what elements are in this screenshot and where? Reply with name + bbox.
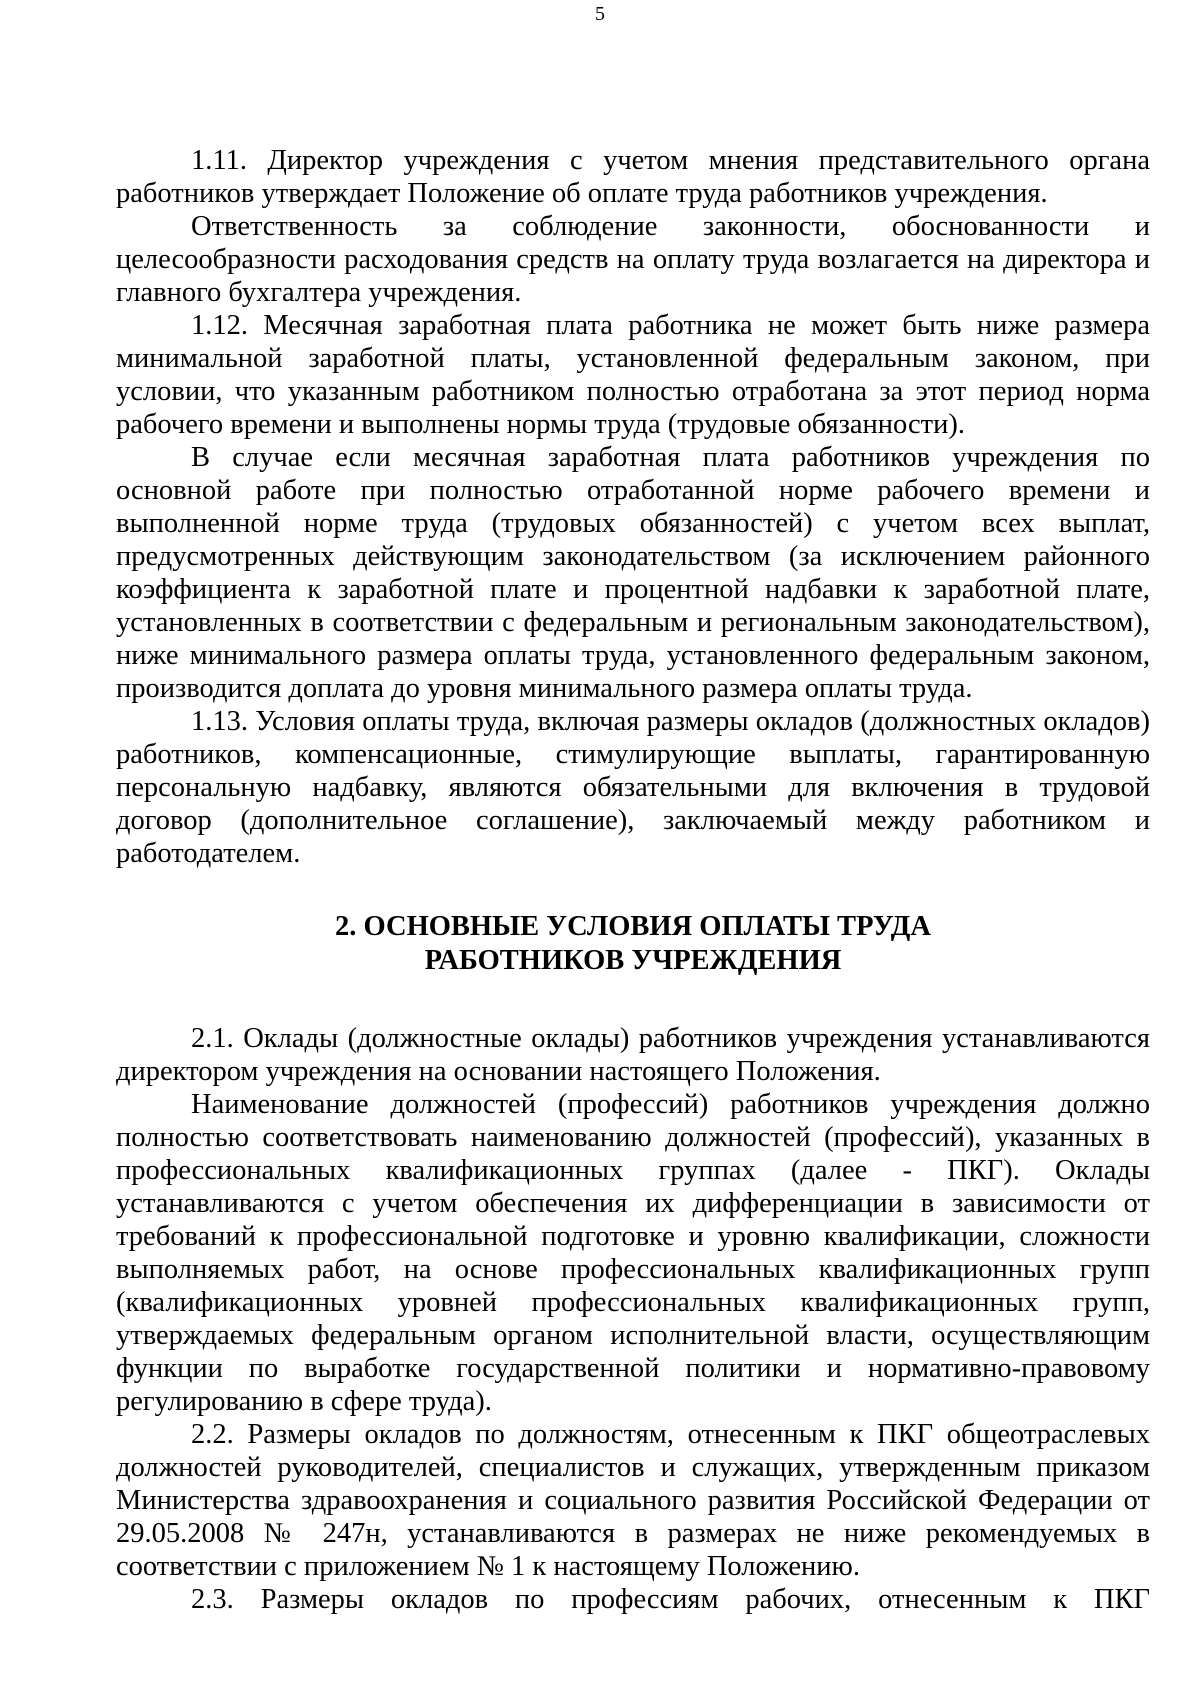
paragraph-1-13: 1.13. Условия оплаты труда, включая размеры окладов (должностных окладов) работников, компенсационные, стимулирующие выплаты, гарантированную персональную надбавку, являются обязательными для включения в трудовой договор (дополнительное соглашение), заключаемый между работником и работодателем. [116, 706, 1150, 869]
paragraph-1-12: 1.12. Месячная заработная плата работника не может быть ниже размера минимальной заработной платы, установленной федеральным законом, при условии, что указанным работником полностью отработана за этот период норма рабочего времени и выполнены нормы труда (трудовые обязанности). [116, 310, 1150, 440]
paragraph-2-1: 2.1. Оклады (должностные оклады) работников учреждения устанавливаются директором учреждения на основании настоящего Положения. [116, 1023, 1150, 1087]
paragraph-min-wage-supplement: В случае если месячная заработная плата работников учреждения по основной работе при полностью отработанной норме рабочего времени и выполненной норме труда (трудовых обязанностей) с учетом всех выплат, предусмотренных действующим законодательством (за исключением районного коэффициента к заработной плате и процентной надбавки к заработной плате, установленных в соответствии с федеральным и региональным законодательством), ниже минимального размера оплаты труда, установленного федеральным законом, производится доплата до уровня минимального размера оплаты труда. [116, 442, 1150, 704]
page-number: 5 [595, 3, 605, 25]
document-body [116, 144, 1150, 1616]
paragraph-position-names: Наименование должностей (профессий) работников учреждения должно полностью соответствовать наименованию должностей (профессий), указанных в профессиональных квалификационных группах (далее - ПКГ). Оклады устанавливаются с учетом обеспечения их дифференциации в зависимости от требований к профессиональной подготовке и уровню квалификации, сложности выполняемых работ, на основе профессиональных квалификационных групп (квалификационных уровней профессиональных квалификационных групп, утверждаемых федеральным органом исполнительной власти, осуществляющим функции по выработке государственной политики и нормативно-правовому регулированию в сфере труда). [116, 1089, 1150, 1417]
section-2-heading-line-1: 2. ОСНОВНЫЕ УСЛОВИЯ ОПЛАТЫ ТРУДА [334, 911, 931, 942]
section-2-heading-line-2: РАБОТНИКОВ УЧРЕЖДЕНИЯ [424, 945, 842, 976]
paragraph-responsibility: Ответственность за соблюдение законности, обоснованности и целесообразности расходования средств на оплату труда возлагается на директора и главного бухгалтера учреждения. [116, 211, 1150, 308]
paragraph-1-11: 1.11. Директор учреждения с учетом мнения представительного органа работников утверждает Положение об оплате труда работников учреждения. [116, 145, 1150, 209]
section-2-heading [116, 910, 1150, 978]
paragraph-2-3: 2.3. Размеры окладов по профессиям рабочих, отнесенным к ПКГ [191, 1584, 1150, 1615]
paragraph-2-2: 2.2. Размеры окладов по должностям, отнесенным к ПКГ общеотраслевых должностей руководителей, специалистов и служащих, утвержденным приказом Министерства здравоохранения и социального развития Российской Федерации от 29.05.2008 № 247н, устанавливаются в размерах не ниже рекомендуемых в соответствии с приложением № 1 к настоящему Положению. [116, 1419, 1150, 1582]
